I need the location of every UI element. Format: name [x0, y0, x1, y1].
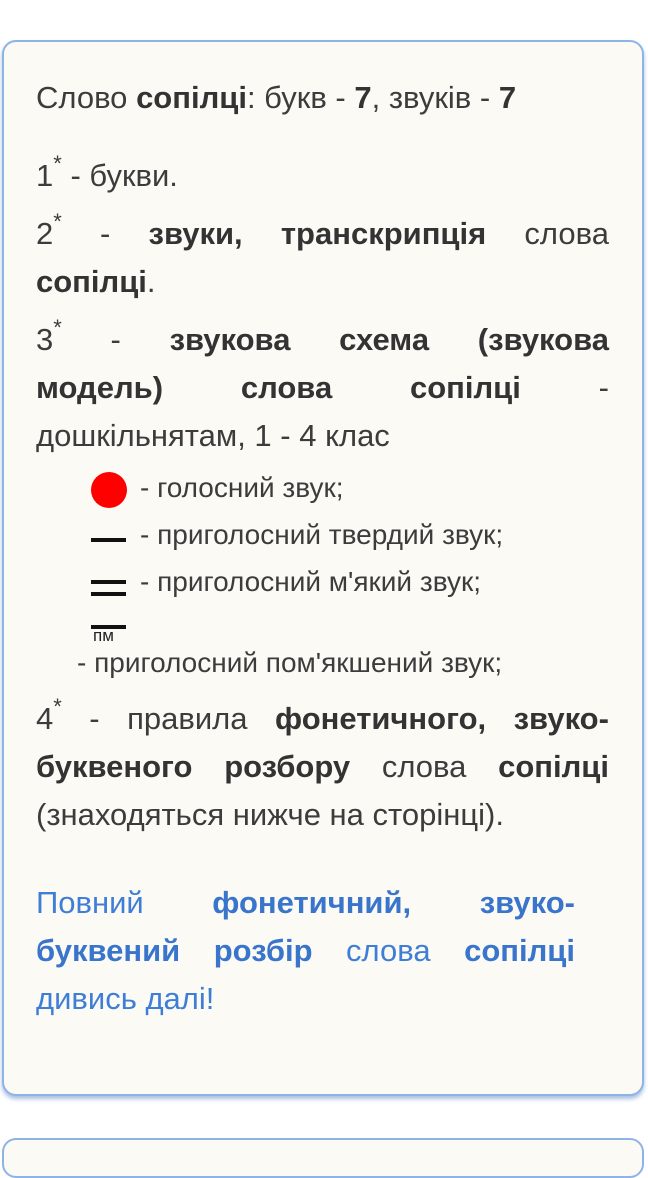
- word-label: Слово: [36, 80, 128, 115]
- sounds-label: , звуків -: [371, 80, 491, 115]
- sounds-count: 7: [498, 80, 517, 115]
- item-bold: (звукова: [477, 322, 609, 357]
- item-transcription: [36, 208, 609, 252]
- item-bold: сопілці: [36, 264, 147, 299]
- legend-vowel: - голосний звук;: [140, 472, 344, 503]
- item-sound-scheme-line2: [36, 370, 609, 406]
- item-dash: -: [598, 370, 609, 405]
- item-phonetic-rules-line2: [36, 749, 609, 785]
- link-bold[interactable]: фонетичний,: [212, 885, 412, 920]
- item-bold: модель): [36, 370, 164, 405]
- item-bold: буквеного: [36, 749, 193, 784]
- letters-count: 7: [354, 80, 372, 115]
- item-bold: звуки,: [148, 216, 243, 251]
- soft-consonant-line-top-icon: [91, 580, 126, 584]
- item-bold: транскрипція: [280, 216, 487, 251]
- item-bold: сопілці: [498, 749, 609, 784]
- item-bold: фонетичного,: [274, 701, 487, 736]
- legend-soft: - приголосний м'який звук;: [140, 566, 481, 597]
- item-sound-scheme-line3: дошкільнятам, 1 - 4 клас: [36, 418, 390, 453]
- item-number: 1: [36, 158, 54, 193]
- item-dash: -: [110, 322, 121, 357]
- hard-consonant-line-icon: [91, 538, 126, 542]
- item-bold: звуко-: [513, 701, 609, 736]
- word-summary: [36, 80, 516, 116]
- item-text: - букви.: [70, 158, 178, 193]
- soft-consonant-line-bottom-icon: [91, 592, 126, 596]
- item-sound-scheme: [36, 314, 609, 358]
- item-text: .: [146, 264, 156, 299]
- item-bold: схема: [339, 322, 430, 357]
- item-phonetic-rules: [36, 693, 609, 737]
- link-bold[interactable]: розбір: [213, 933, 313, 968]
- link-text[interactable]: слова: [346, 933, 431, 968]
- link-bold[interactable]: сопілці: [464, 933, 575, 968]
- item-number: 2*: [36, 208, 62, 251]
- item-number: 3*: [36, 314, 62, 357]
- letters-label: : букв -: [246, 80, 346, 115]
- item-bold: сопілці: [409, 370, 521, 405]
- item-bold: слова: [240, 370, 333, 405]
- softened-mark: пм: [93, 626, 114, 645]
- vowel-dot-icon: [91, 472, 127, 508]
- item-dash: -: [100, 216, 111, 251]
- item-letters: [36, 150, 178, 194]
- link-text[interactable]: Повний: [36, 885, 144, 920]
- item-transcription-tail: [36, 264, 156, 300]
- full-analysis-link[interactable]: [36, 885, 575, 921]
- legend-hard: - приголосний твердий звук;: [140, 519, 504, 550]
- item-text: слова: [524, 216, 609, 251]
- item-text: слова: [381, 749, 467, 784]
- item-number: 4*: [36, 693, 62, 736]
- item-bold: звукова: [169, 322, 291, 357]
- item-dash: -: [89, 701, 100, 736]
- legend-softened: - приголосний пом'якшений звук;: [77, 647, 503, 678]
- link-bold[interactable]: звуко-: [479, 885, 575, 920]
- item-text: правила: [127, 701, 248, 736]
- item-phonetic-rules-line3: (знаходяться нижче на сторінці).: [36, 797, 504, 832]
- full-analysis-link-line3[interactable]: дивись далі!: [36, 981, 215, 1016]
- next-card: [2, 1138, 644, 1178]
- word: сопілці: [136, 80, 247, 115]
- asterisk: *: [53, 150, 62, 176]
- item-bold: розбору: [224, 749, 351, 784]
- link-bold[interactable]: буквений: [36, 933, 181, 968]
- full-analysis-link-line2[interactable]: [36, 933, 575, 969]
